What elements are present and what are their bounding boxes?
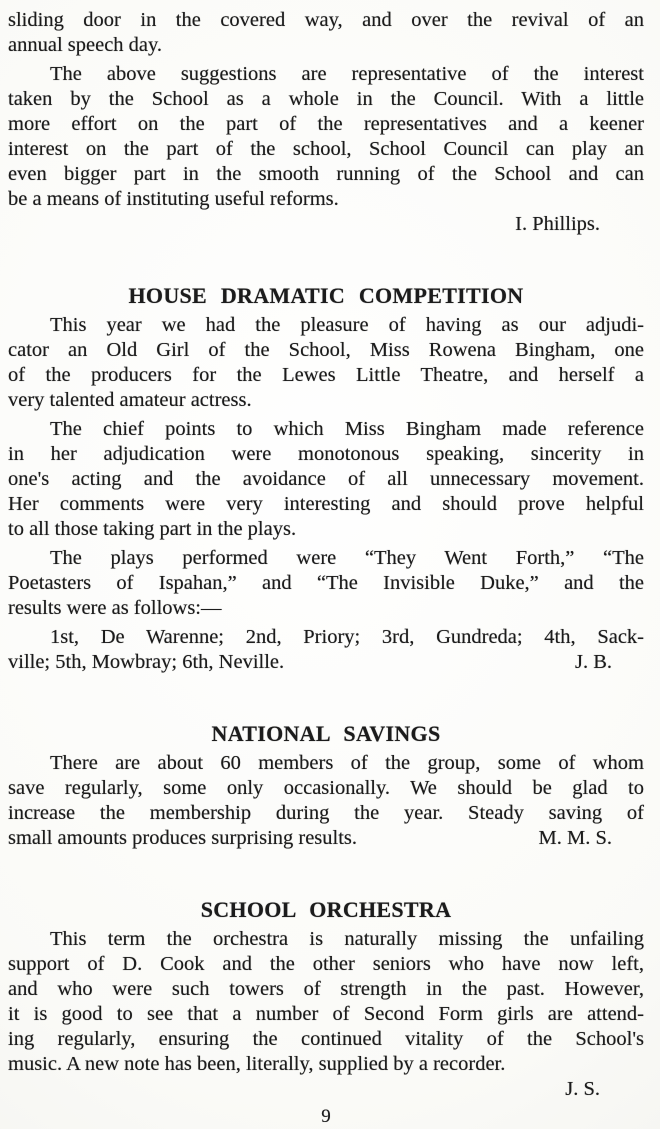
text-line: very talented amateur actress. <box>8 389 252 411</box>
text-line: 1st, De Warenne; 2nd, Priory; 3rd, Gundreda; 4th, Sack- <box>50 626 644 648</box>
document-content <box>8 4 644 1102</box>
paragraph <box>8 417 644 542</box>
text-line: support of D. Cook and the other seniors who have now left, <box>8 953 644 975</box>
paragraph <box>8 313 644 413</box>
page-number: 9 <box>321 1106 331 1127</box>
text-line: it is good to see that a number of Second Form girls are attend- <box>8 1003 644 1025</box>
author-initials: M. M. S. <box>538 827 612 849</box>
text-line: taken by the School as a whole in the Council. With a little <box>8 88 644 110</box>
text-line: in her adjudication were monotonous speaking, sincerity in <box>8 443 644 465</box>
text-line: This year we had the pleasure of having as our adjudi- <box>50 314 644 336</box>
text-line: Her comments were very interesting and should prove helpful <box>8 493 644 515</box>
text-line: save regularly, some only occasionally. We should be glad to <box>8 777 644 799</box>
text-line <box>8 826 644 851</box>
text-line: music. A new note has been, literally, supplied by a recorder. <box>8 1053 506 1075</box>
paragraph <box>8 546 644 621</box>
text-line: even bigger part in the smooth running of the School and can <box>8 163 644 185</box>
text-line: The chief points to which Miss Bingham made reference <box>50 418 644 440</box>
author-signature: J. S. <box>565 1078 600 1100</box>
text-line: The above suggestions are representative of the interest <box>50 63 644 85</box>
text-line-content: small amounts produces surprising results. <box>8 827 358 849</box>
section-heading: SCHOOL ORCHESTRA <box>200 897 452 922</box>
text-line: more effort on the part of the representatives and a keener <box>8 113 644 135</box>
text-line: one's acting and the avoidance of all unnecessary movement. <box>8 468 644 490</box>
text-line: annual speech day. <box>8 34 163 56</box>
section-heading: HOUSE DRAMATIC COMPETITION <box>128 283 524 308</box>
text-line: sliding door in the covered way, and over the revival of an <box>8 9 644 31</box>
text-line: results were as follows:— <box>8 597 222 619</box>
text-line: be a means of instituting useful reforms. <box>8 188 339 210</box>
text-line: to all those taking part in the plays. <box>8 518 297 540</box>
text-line: and who were such towers of strength in the past. However, <box>8 978 644 1000</box>
text-line: There are about 60 members of the group, some of whom <box>50 752 644 774</box>
paragraph <box>8 927 644 1077</box>
section-heading: NATIONAL SAVINGS <box>211 721 441 746</box>
text-line: of the producers for the Lewes Little Theatre, and herself a <box>8 364 644 386</box>
paragraph <box>8 8 644 58</box>
text-line: cator an Old Girl of the School, Miss Rowena Bingham, one <box>8 339 644 361</box>
paragraph <box>8 751 644 851</box>
author-initials: J. B. <box>574 651 612 673</box>
text-line: interest on the part of the school, School Council can play an <box>8 138 644 160</box>
paragraph <box>8 625 644 675</box>
text-line: ing regularly, ensuring the continued vitality of the School's <box>8 1028 644 1050</box>
text-line-content: ville; 5th, Mowbray; 6th, Neville. <box>8 651 285 673</box>
text-line: Poetasters of Ispahan,” and “The Invisible Duke,” and the <box>8 572 644 594</box>
text-line: The plays performed were “They Went Forth,” “The <box>50 547 644 569</box>
text-line: This term the orchestra is naturally missing the unfailing <box>50 928 644 950</box>
text-line <box>8 650 644 675</box>
text-line: increase the membership during the year. Steady saving of <box>8 802 644 824</box>
author-signature: I. Phillips. <box>515 213 600 235</box>
paragraph <box>8 62 644 212</box>
